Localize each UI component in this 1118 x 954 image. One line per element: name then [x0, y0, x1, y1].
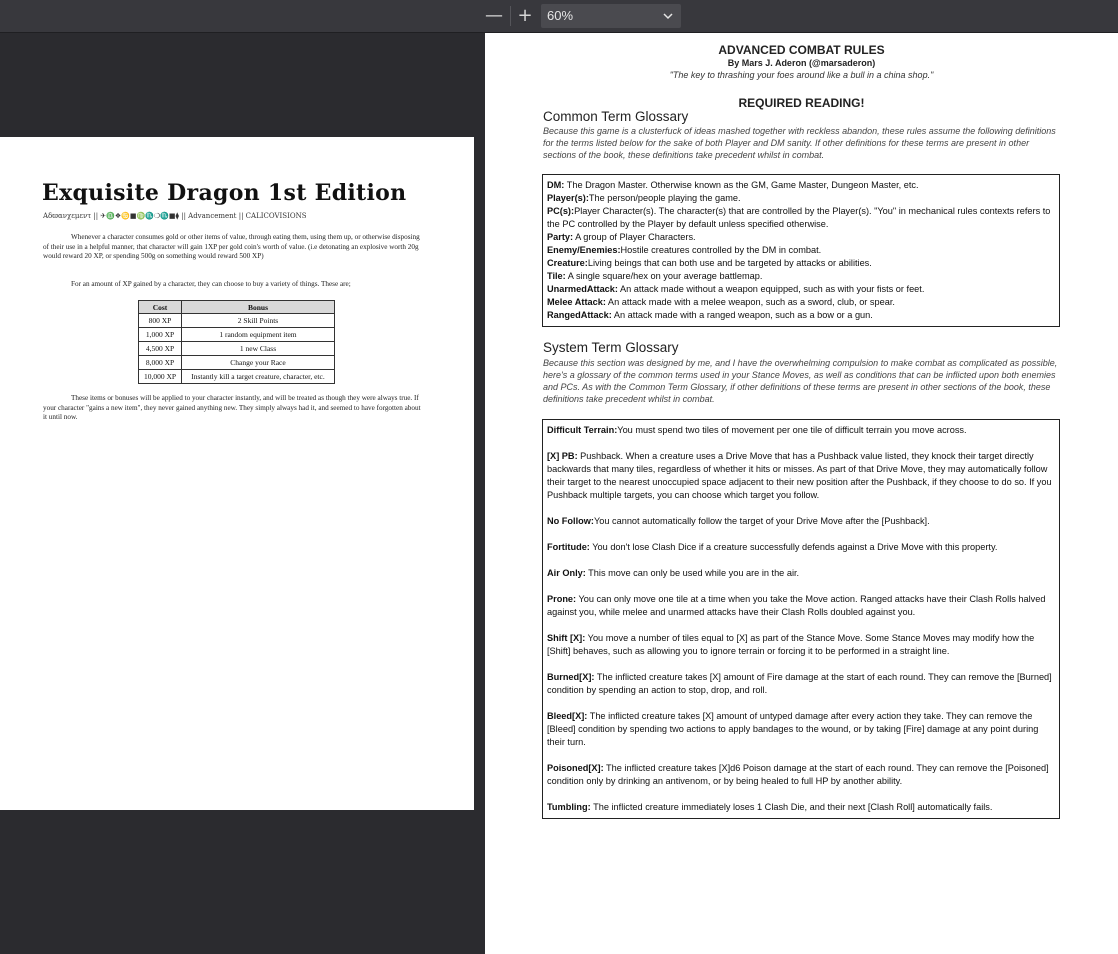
system-term-entry — [547, 515, 1055, 528]
cell-bonus: 2 Skill Points — [182, 314, 335, 328]
system-term-definition: You cannot automatically follow the target of your Drive Move after the [Pushback]. — [593, 516, 930, 526]
zoom-out-button[interactable]: — — [485, 5, 503, 26]
system-term-entry — [547, 593, 1055, 619]
cell-cost: 800 XP — [139, 314, 182, 328]
breadcrumb: Aδϖανχεμεντ || ✈♎❖♋■♍♏❍♏■⧫ || Advancement || CALICOVISIONS — [43, 212, 307, 220]
system-term-definition: The inflicted creature takes [X] amount of Fire damage at the start of each round. They can remove the [Burned] condition by spending an action to stop, drop, and roll. — [547, 672, 1052, 695]
system-term-entry — [547, 450, 1055, 502]
system-term-entry — [547, 567, 1055, 580]
common-glossary-heading: Common Term Glossary — [543, 109, 689, 124]
system-term: Fortitude: — [547, 542, 590, 552]
page-title: Exquisite Dragon 1st Edition — [42, 180, 407, 206]
system-term: Prone: — [547, 594, 577, 604]
glossary-entry — [547, 179, 1055, 192]
cell-bonus: 1 random equipment item — [182, 328, 335, 342]
table-row — [139, 328, 335, 342]
system-term: Shift [X]: — [547, 633, 586, 643]
toolbar-divider — [510, 6, 511, 26]
system-term-definition: The inflicted creature takes [X] amount of untyped damage after every action they take. They can remove the [Bleed] condition by spending two actions to apply bandages to the wound, or by taking [Fire] damage at any point during their turn. — [547, 711, 1039, 747]
system-term-entry — [547, 632, 1055, 658]
document-quote: "The key to thrashing your foes around like a bull in a china shop." — [669, 70, 934, 80]
glossary-definition: An attack made with a melee weapon, such as a sword, club, or spear. — [605, 297, 895, 307]
cell-cost: 4,500 XP — [139, 342, 182, 356]
glossary-term: Tile: — [547, 271, 566, 281]
glossary-definition: The person/people playing the game. — [588, 193, 741, 203]
system-term-entry — [547, 424, 1055, 437]
glossary-term: Player(s): — [547, 193, 589, 203]
paragraph-bonus-applied: These items or bonuses will be applied to your character instantly, and will be treated as though they were always true. If your character "gains a new item", they never gained anything new. They simply always had it, and seemed to have forgotten about it until now. — [43, 394, 421, 422]
cell-bonus: Instantly kill a target creature, character, etc. — [182, 370, 335, 384]
zoom-in-button[interactable]: + — [517, 5, 533, 26]
glossary-definition: An attack made without a weapon equipped, such as with your fists or feet. — [617, 284, 925, 294]
system-term-entry — [547, 671, 1055, 697]
glossary-entry — [547, 231, 1055, 244]
cell-bonus: Change your Race — [182, 356, 335, 370]
system-term: Tumbling: — [547, 802, 591, 812]
cell-bonus: 1 new Class — [182, 342, 335, 356]
cell-cost: 10,000 XP — [139, 370, 182, 384]
glossary-entry — [547, 192, 1055, 205]
system-term-definition: You don't lose Clash Dice if a creature successfully defends against a Drive Move with this property. — [589, 542, 998, 552]
glossary-term: Melee Attack: — [547, 297, 606, 307]
table-row — [139, 356, 335, 370]
system-term-definition: This move can only be used while you are in the air. — [585, 568, 800, 578]
glossary-definition: Living beings that can both use and be targeted by attacks or abilities. — [587, 258, 872, 268]
glossary-entry — [547, 296, 1055, 309]
document-page-left — [0, 137, 474, 810]
common-glossary-box — [542, 174, 1060, 327]
cell-cost: 1,000 XP — [139, 328, 182, 342]
column-header-bonus: Bonus — [182, 301, 335, 314]
zoom-select[interactable] — [541, 4, 681, 28]
glossary-definition: Hostile creatures controlled by the DM in combat. — [620, 245, 822, 255]
system-term-definition: You must spend two tiles of movement per one tile of difficult terrain you move across. — [617, 425, 967, 435]
system-term: Air Only: — [547, 568, 586, 578]
system-term: No Follow: — [547, 516, 594, 526]
system-term: Bleed[X]: — [547, 711, 588, 721]
system-term: Burned[X]: — [547, 672, 595, 682]
glossary-entry — [547, 283, 1055, 296]
column-header-cost: Cost — [139, 301, 182, 314]
table-row — [139, 314, 335, 328]
zoom-value: 60% — [547, 8, 574, 23]
system-term-entry — [547, 801, 1055, 814]
advancement-table — [138, 300, 335, 384]
glossary-entry — [547, 205, 1055, 231]
glossary-entry — [547, 257, 1055, 270]
table-header-row — [139, 301, 335, 314]
system-term-entry — [547, 762, 1055, 788]
glossary-term: Enemy/Enemies: — [547, 245, 621, 255]
paragraph-xp-gain: Whenever a character consumes gold or other items of value, through eating them, using them up, or otherwise disposing of their use in a helpful manner, that character will gain 1XP per gold coin's worth of value. (i.e detonating an explosive worth 20g would reward 20 XP, or spending 500g on something would reward 500 XP) — [43, 233, 420, 261]
glossary-definition: A single square/hex on your average battlemap. — [565, 271, 763, 281]
glossary-entry — [547, 309, 1055, 322]
document-author: By Mars J. Aderon (@marsaderon) — [727, 58, 876, 68]
system-glossary-box — [542, 419, 1060, 819]
glossary-entry — [547, 244, 1055, 257]
chevron-down-icon — [663, 4, 673, 36]
system-term-definition: You move a number of tiles equal to [X] as part of the Stance Move. Some Stance Moves may modify how the [Shift] behaves, such as allowing you to ignore terrain or forcing it to be performed in a straight line. — [547, 633, 1035, 656]
glossary-definition: The Dragon Master. Otherwise known as the GM, Game Master, Dungeon Master, etc. — [564, 180, 919, 190]
system-term: Difficult Terrain: — [547, 425, 618, 435]
system-term-definition: You can only move one tile at a time when you take the Move action. Ranged attacks have their Clash Rolls halved against you, while melee and unarmed attacks have their Clash Rolls doubled against you. — [547, 594, 1046, 617]
document-page-right — [485, 33, 1118, 954]
system-term-definition: The inflicted creature immediately loses 1 Clash Die, and their next [Clash Roll] automatically fails. — [590, 802, 993, 812]
glossary-definition: A group of Player Characters. — [573, 232, 696, 242]
required-reading-heading: REQUIRED READING! — [738, 96, 865, 110]
table-row — [139, 342, 335, 356]
system-term-entry — [547, 541, 1055, 554]
glossary-term: PC(s): — [547, 206, 575, 216]
common-glossary-intro: Because this game is a clusterfuck of ideas mashed together with reckless abandon, these rules assume the following definitions for the terms listed below for the sake of both Player and DM sanity. If other definitions for these terms are present in other sections of the book, these definitions take precedent whilst in combat. — [543, 126, 1056, 160]
document-title: ADVANCED COMBAT RULES — [718, 43, 885, 57]
system-term-definition: The inflicted creature takes [X]d6 Poison damage at the start of each round. They can remove the [Poisoned] condition only by drinking an antivenom, or by being healed to full HP by another ability. — [547, 763, 1049, 786]
system-term: [X] PB: — [547, 451, 578, 461]
glossary-definition: Player Character(s). The character(s) that are controlled by the Player(s). "You" in mechanical rules contexts refers to the PC controlled by the Player by default unless specified otherwise. — [547, 206, 1051, 229]
glossary-term: Creature: — [547, 258, 588, 268]
cell-cost: 8,000 XP — [139, 356, 182, 370]
table-row — [139, 370, 335, 384]
glossary-term: Party: — [547, 232, 574, 242]
glossary-entry — [547, 270, 1055, 283]
system-glossary-intro: Because this section was designed by me, and I have the overwhelming compulsion to make combat as complicated as possible, here's a glossary of the common terms used in your Stance Moves, as well as conditions that can be inflicted upon both enemies and PCs. As with the Common Term Glossary, if other definitions of these terms are present in other sections of the book, these definitions take precedent whilst in combat. — [543, 358, 1058, 404]
glossary-term: RangedAttack: — [547, 310, 612, 320]
glossary-term: DM: — [547, 180, 565, 190]
system-term-entry — [547, 710, 1055, 749]
toolbar — [0, 0, 1118, 33]
system-term-definition: Pushback. When a creature uses a Drive Move that has a Pushback value listed, they knock their target directly backwards that many tiles, regardless of whether it hits or misses. As part of that Drive Move, they may automatically follow their target to the nearest unoccupied space adjacent to their new position after the Pushback, if they choose to do so. If you Pushback multiple targets, you can choose which target you follow. — [547, 451, 1052, 500]
glossary-definition: An attack made with a ranged weapon, such as a bow or a gun. — [611, 310, 873, 320]
paragraph-xp-buy: For an amount of XP gained by a character, they can choose to buy a variety of things. These are; — [71, 280, 351, 288]
system-term: Poisoned[X]: — [547, 763, 604, 773]
system-glossary-heading: System Term Glossary — [543, 340, 679, 355]
glossary-term: UnarmedAttack: — [547, 284, 618, 294]
